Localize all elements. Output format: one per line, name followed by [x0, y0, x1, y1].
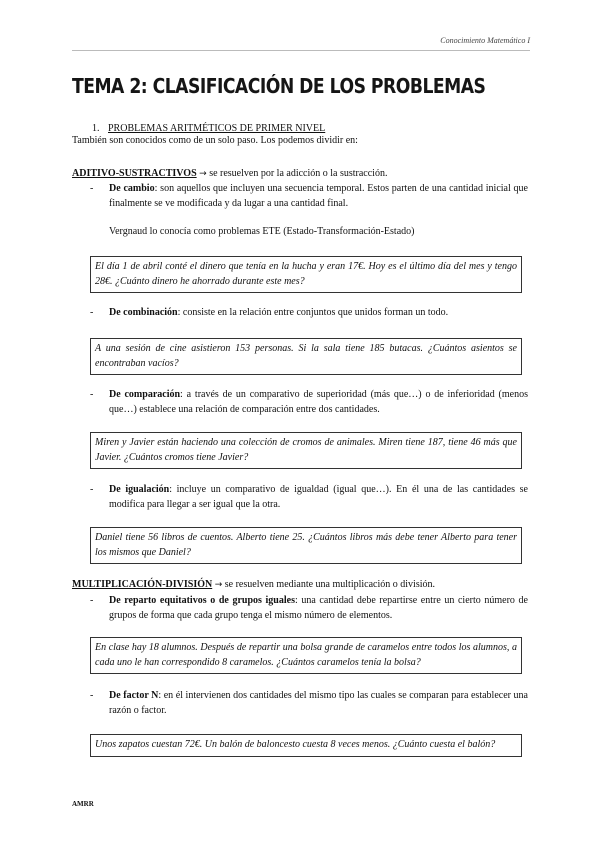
page-title: TEMA 2: CLASIFICACIÓN DE LOS PROBLEMAS	[72, 74, 486, 98]
item-text: : una cantidad debe repartirse entre un cierto número de grupos de forma que cada grupo tenga el mismo número de elementos.	[109, 595, 528, 621]
item-note: Vergnaud lo conocía como problemas ETE (Estado-Transformación-Estado)	[109, 226, 415, 237]
bullet-dash: -	[90, 307, 94, 318]
item-text: : son aquellos que incluyen una secuencia temporal. Estos parten de una cantidad inicial que finalmente se ve modificada y da lugar a una cantidad final.	[109, 183, 528, 209]
item-label: De combinación	[109, 307, 178, 318]
item-label: De reparto equitativos o de grupos iguales	[109, 595, 295, 606]
item-text: : incluye un comparativo de igualdad (igual que…). En él una de las cantidades se modifica para llegar a ser igual que la otra.	[109, 484, 528, 510]
category-additive	[72, 167, 530, 182]
arrow-icon: →	[199, 169, 207, 179]
example-box: Unos zapatos cuestan 72€. Un balón de baloncesto cuesta 8 veces menos. ¿Cuánto cuesta el balón?	[90, 734, 522, 757]
item-text: : en él intervienen dos cantidades del mismo tipo las cuales se comparan para establecer una razón o factor.	[109, 690, 528, 716]
item-text: : a través de un comparativo de superioridad (más que…) o de inferioridad (menos que…) establece una relación de comparación entre dos cantidades.	[109, 389, 528, 415]
example-box: El día 1 de abril conté el dinero que tenía en la hucha y eran 17€. Hoy es el último día del mes y tengo 28€. ¿Cuánto dinero he ahorrado durante este mes?	[90, 256, 522, 293]
section-title: PROBLEMAS ARITMÉTICOS DE PRIMER NIVEL	[108, 123, 326, 134]
intro-paragraph: También son conocidos como de un solo paso. Los podemos dividir en:	[72, 135, 358, 146]
arrow-icon: →	[214, 580, 223, 590]
item-label: De cambio	[109, 183, 155, 194]
header-rule	[72, 50, 530, 51]
list-item	[72, 305, 528, 320]
item-label: De igualación	[109, 484, 170, 495]
list-item	[72, 593, 528, 623]
category-description: se resuelven por la adicción o la sustracción.	[206, 168, 388, 179]
list-item	[72, 387, 528, 417]
page-footer: AMRR	[72, 800, 94, 808]
example-box: Miren y Javier están haciendo una colección de cromos de animales. Miren tiene 187, tiene 46 más que Javier. ¿Cuántos cromos tiene Javier?	[90, 432, 522, 469]
category-heading: MULTIPLICACIÓN-DIVISIÓN	[72, 579, 213, 590]
section-number: 1.	[92, 123, 100, 134]
item-label: De comparación	[109, 389, 181, 400]
list-item	[72, 181, 528, 211]
bullet-dash: -	[90, 484, 94, 495]
bullet-dash: -	[90, 389, 94, 400]
list-item	[72, 482, 528, 512]
category-multiplicative	[72, 578, 530, 593]
bullet-dash: -	[90, 183, 94, 194]
example-box: En clase hay 18 alumnos. Después de repartir una bolsa grande de caramelos entre todos los alumnos, a cada uno le han correspondido 8 caramelos. ¿Cuántos caramelos tenía la bolsa?	[90, 637, 522, 674]
category-heading: ADITIVO-SUSTRACTIVOS	[72, 168, 197, 179]
example-box: A una sesión de cine asistieron 153 personas. Si la sala tiene 185 butacas. ¿Cuántos asientos se encontraban vacíos?	[90, 338, 522, 375]
running-header: Conocimiento Matemático I	[440, 36, 530, 45]
category-description: se resuelven mediante una multiplicación o división.	[222, 579, 435, 590]
bullet-dash: -	[90, 690, 94, 701]
example-box: Daniel tiene 56 libros de cuentos. Alberto tiene 25. ¿Cuántos libros más debe tener Alberto para tener los mismos que Daniel?	[90, 527, 522, 564]
bullet-dash: -	[90, 595, 94, 606]
item-text: : consiste en la relación entre conjuntos que unidos forman un todo.	[177, 307, 449, 318]
item-label: De factor N	[109, 690, 159, 701]
list-item	[72, 688, 528, 718]
